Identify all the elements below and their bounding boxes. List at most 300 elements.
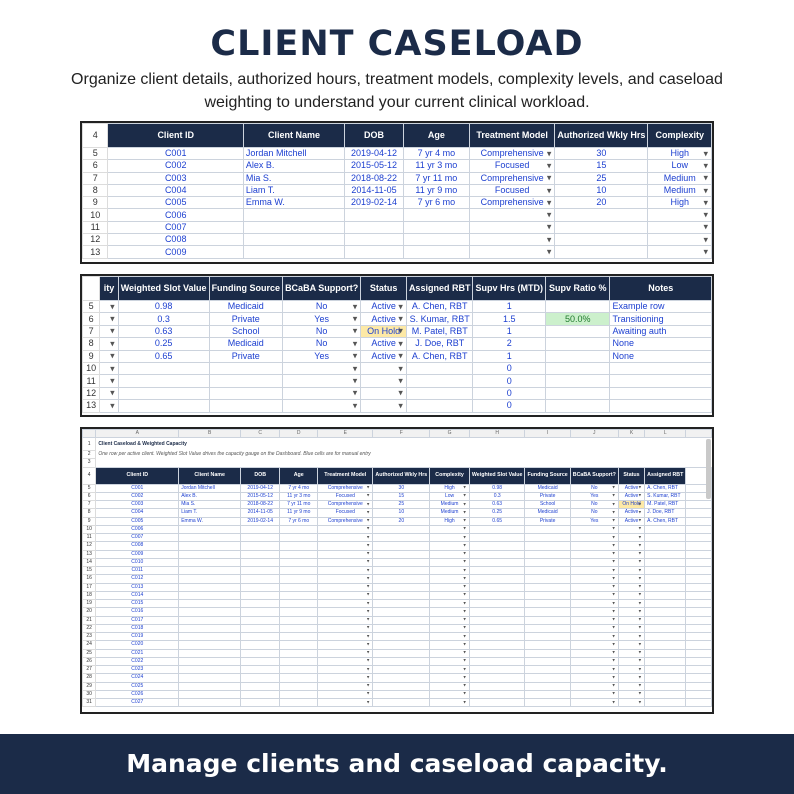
- bcaba-support-select[interactable]: No ▾: [283, 325, 361, 337]
- cell-id[interactable]: C002: [96, 492, 179, 500]
- col-header-supv-hrs[interactable]: Supv Hrs (MTD): [473, 277, 546, 301]
- empty-cell[interactable]: [570, 624, 618, 632]
- funding-source-cell[interactable]: [209, 400, 283, 412]
- empty-cell[interactable]: [525, 624, 570, 632]
- empty-cell[interactable]: [570, 583, 618, 591]
- cell-id[interactable]: C020: [96, 641, 179, 649]
- complexity-select[interactable]: [648, 221, 712, 233]
- empty-cell[interactable]: [373, 534, 430, 542]
- empty-cell[interactable]: [469, 699, 525, 707]
- cell-r[interactable]: A. Chen, RBT: [645, 517, 686, 525]
- empty-cell[interactable]: [318, 690, 373, 698]
- empty-cell[interactable]: [645, 641, 686, 649]
- cell-id[interactable]: C003: [96, 501, 179, 509]
- empty-cell[interactable]: [570, 699, 618, 707]
- empty-cell[interactable]: [373, 525, 430, 533]
- empty-cell[interactable]: [373, 591, 430, 599]
- col-header[interactable]: Client Name: [179, 467, 241, 484]
- cell-id[interactable]: C006: [96, 525, 179, 533]
- empty-cell[interactable]: [570, 657, 618, 665]
- complexity-select[interactable]: Medium ▾: [648, 184, 712, 196]
- dob-cell[interactable]: 2019-02-14: [345, 197, 404, 209]
- empty-cell[interactable]: [430, 649, 470, 657]
- client-name-cell[interactable]: Emma W.: [243, 197, 344, 209]
- col-header[interactable]: Weighted Slot Value: [469, 467, 525, 484]
- empty-cell[interactable]: [525, 567, 570, 575]
- empty-cell[interactable]: [430, 633, 470, 641]
- empty-cell[interactable]: [318, 608, 373, 616]
- empty-cell[interactable]: [179, 567, 241, 575]
- empty-cell[interactable]: [525, 525, 570, 533]
- empty-cell[interactable]: [241, 649, 280, 657]
- empty-cell[interactable]: [469, 591, 525, 599]
- cell-w[interactable]: 0.63: [469, 501, 525, 509]
- status-select[interactable]: On Hold ▾: [361, 325, 407, 337]
- col-header-supv-ratio[interactable]: Supv Ratio %: [545, 277, 610, 301]
- empty-cell[interactable]: [645, 649, 686, 657]
- empty-cell[interactable]: [469, 542, 525, 550]
- cell-s[interactable]: Active ▾: [618, 484, 644, 492]
- empty-cell[interactable]: [241, 666, 280, 674]
- complexity-select-cut[interactable]: [100, 301, 118, 313]
- empty-cell[interactable]: [645, 525, 686, 533]
- col-header-notes[interactable]: Notes: [610, 277, 712, 301]
- client-name-cell[interactable]: [243, 221, 344, 233]
- empty-cell[interactable]: [373, 666, 430, 674]
- empty-cell[interactable]: [469, 633, 525, 641]
- complexity-select-cut[interactable]: [100, 350, 118, 362]
- cell-f[interactable]: Medicaid: [525, 484, 570, 492]
- empty-cell[interactable]: [618, 666, 644, 674]
- empty-cell[interactable]: [318, 567, 373, 575]
- empty-cell[interactable]: [241, 583, 280, 591]
- empty-cell[interactable]: [318, 641, 373, 649]
- col-header-weighted-slot[interactable]: Weighted Slot Value: [118, 277, 209, 301]
- cell-name[interactable]: Mia S.: [179, 501, 241, 509]
- empty-cell[interactable]: [645, 567, 686, 575]
- empty-cell[interactable]: [525, 542, 570, 550]
- empty-cell[interactable]: [430, 657, 470, 665]
- cell-id[interactable]: C010: [96, 558, 179, 566]
- col-header-funding-source[interactable]: Funding Source: [209, 277, 283, 301]
- empty-cell[interactable]: [525, 657, 570, 665]
- empty-cell[interactable]: [318, 558, 373, 566]
- empty-cell[interactable]: [373, 550, 430, 558]
- empty-cell[interactable]: [469, 534, 525, 542]
- empty-cell[interactable]: [469, 575, 525, 583]
- empty-cell[interactable]: [570, 641, 618, 649]
- col-header-authorized-hrs[interactable]: Authorized Wkly Hrs: [555, 124, 648, 148]
- col-header[interactable]: DOB: [241, 467, 280, 484]
- empty-cell[interactable]: [241, 534, 280, 542]
- col-header-complexity[interactable]: Complexity: [648, 124, 712, 148]
- assigned-rbt-cell[interactable]: A. Chen, RBT: [406, 350, 473, 362]
- empty-cell[interactable]: [469, 624, 525, 632]
- notes-cell[interactable]: [610, 362, 712, 374]
- empty-cell[interactable]: [179, 534, 241, 542]
- empty-cell[interactable]: [318, 624, 373, 632]
- cell-w[interactable]: 0.3: [469, 492, 525, 500]
- complexity-select[interactable]: [648, 246, 712, 258]
- empty-cell[interactable]: [645, 674, 686, 682]
- empty-cell[interactable]: [618, 550, 644, 558]
- treatment-model-select[interactable]: [469, 221, 555, 233]
- empty-cell[interactable]: [373, 633, 430, 641]
- funding-source-cell[interactable]: Private: [209, 313, 283, 325]
- treatment-model-select[interactable]: [469, 234, 555, 246]
- cell-id[interactable]: C017: [96, 616, 179, 624]
- empty-cell[interactable]: [241, 641, 280, 649]
- empty-cell[interactable]: [241, 674, 280, 682]
- empty-cell[interactable]: [280, 690, 318, 698]
- empty-cell[interactable]: [430, 525, 470, 533]
- col-header-dob[interactable]: DOB: [345, 124, 404, 148]
- empty-cell[interactable]: [469, 550, 525, 558]
- treatment-model-select[interactable]: Comprehensive ▾: [469, 148, 555, 160]
- empty-cell[interactable]: [241, 575, 280, 583]
- empty-cell[interactable]: [645, 575, 686, 583]
- empty-cell[interactable]: [430, 616, 470, 624]
- empty-cell[interactable]: [318, 633, 373, 641]
- empty-cell[interactable]: [179, 558, 241, 566]
- column-letter[interactable]: I: [525, 430, 570, 438]
- status-select[interactable]: Active ▾: [361, 350, 407, 362]
- col-header-client-id[interactable]: Client ID: [108, 124, 243, 148]
- empty-cell[interactable]: [373, 674, 430, 682]
- cell-w[interactable]: 0.25: [469, 509, 525, 517]
- empty-cell[interactable]: [179, 657, 241, 665]
- empty-cell[interactable]: [241, 682, 280, 690]
- cell-model[interactable]: Comprehensive ▾: [318, 501, 373, 509]
- cell-age[interactable]: 11 yr 3 mo: [280, 492, 318, 500]
- empty-cell[interactable]: [280, 682, 318, 690]
- column-letter[interactable]: K: [618, 430, 644, 438]
- empty-cell[interactable]: [645, 542, 686, 550]
- empty-cell[interactable]: [645, 591, 686, 599]
- empty-cell[interactable]: [280, 600, 318, 608]
- empty-cell[interactable]: [373, 699, 430, 707]
- cell-age[interactable]: 7 yr 6 mo: [280, 517, 318, 525]
- cell-id[interactable]: C025: [96, 682, 179, 690]
- dob-cell[interactable]: [345, 209, 404, 221]
- empty-cell[interactable]: [469, 666, 525, 674]
- status-select[interactable]: [361, 375, 407, 387]
- client-id-cell[interactable]: C004: [108, 184, 243, 196]
- complexity-select[interactable]: Medium ▾: [648, 172, 712, 184]
- cell-s[interactable]: On Hold ▾: [618, 501, 644, 509]
- empty-cell[interactable]: [280, 699, 318, 707]
- cell-id[interactable]: C004: [96, 509, 179, 517]
- cell-hrs[interactable]: 30: [373, 484, 430, 492]
- complexity-select[interactable]: High ▾: [648, 148, 712, 160]
- assigned-rbt-cell[interactable]: A. Chen, RBT: [406, 301, 473, 313]
- empty-cell[interactable]: [469, 600, 525, 608]
- cell-r[interactable]: J. Doe, RBT: [645, 509, 686, 517]
- empty-cell[interactable]: [525, 633, 570, 641]
- empty-cell[interactable]: [525, 550, 570, 558]
- dob-cell[interactable]: 2014-11-05: [345, 184, 404, 196]
- empty-cell[interactable]: [318, 550, 373, 558]
- authorized-hrs-cell[interactable]: [555, 234, 648, 246]
- empty-cell[interactable]: [469, 558, 525, 566]
- cell-id[interactable]: C019: [96, 633, 179, 641]
- complexity-select[interactable]: [648, 209, 712, 221]
- empty-cell[interactable]: [373, 583, 430, 591]
- empty-cell[interactable]: [280, 608, 318, 616]
- cell-f[interactable]: School: [525, 501, 570, 509]
- empty-cell[interactable]: [179, 649, 241, 657]
- empty-cell[interactable]: [373, 558, 430, 566]
- col-header[interactable]: Treatment Model: [318, 467, 373, 484]
- empty-cell[interactable]: [570, 591, 618, 599]
- cell-id[interactable]: C024: [96, 674, 179, 682]
- empty-cell[interactable]: [525, 690, 570, 698]
- authorized-hrs-cell[interactable]: [555, 221, 648, 233]
- empty-cell[interactable]: [618, 616, 644, 624]
- empty-cell[interactable]: [570, 690, 618, 698]
- empty-cell[interactable]: [179, 682, 241, 690]
- empty-cell[interactable]: [570, 649, 618, 657]
- client-name-cell[interactable]: [243, 246, 344, 258]
- cell-id[interactable]: C005: [96, 517, 179, 525]
- empty-cell[interactable]: [280, 525, 318, 533]
- cell-f[interactable]: Private: [525, 492, 570, 500]
- empty-cell[interactable]: [645, 624, 686, 632]
- empty-cell[interactable]: [469, 674, 525, 682]
- col-header-complexity-cut[interactable]: ity: [100, 277, 118, 301]
- empty-cell[interactable]: [318, 583, 373, 591]
- column-letter[interactable]: H: [469, 430, 525, 438]
- cell-cx[interactable]: High ▾: [430, 484, 470, 492]
- dob-cell[interactable]: 2015-05-12: [345, 160, 404, 172]
- col-header[interactable]: Assigned RBT: [645, 467, 686, 484]
- cell-dob[interactable]: 2019-04-12: [241, 484, 280, 492]
- empty-cell[interactable]: [318, 674, 373, 682]
- cell-id[interactable]: C015: [96, 600, 179, 608]
- empty-cell[interactable]: [430, 666, 470, 674]
- empty-cell[interactable]: [430, 682, 470, 690]
- empty-cell[interactable]: [318, 600, 373, 608]
- cell-s[interactable]: Active ▾: [618, 509, 644, 517]
- funding-source-cell[interactable]: Private: [209, 350, 283, 362]
- col-header-status[interactable]: Status: [361, 277, 407, 301]
- status-select[interactable]: [361, 387, 407, 399]
- empty-cell[interactable]: [179, 624, 241, 632]
- funding-source-cell[interactable]: [209, 375, 283, 387]
- authorized-hrs-cell[interactable]: 30: [555, 148, 648, 160]
- empty-cell[interactable]: [179, 591, 241, 599]
- empty-cell[interactable]: [373, 649, 430, 657]
- empty-cell[interactable]: [618, 624, 644, 632]
- bcaba-support-select[interactable]: [283, 375, 361, 387]
- client-name-cell[interactable]: Jordan Mitchell: [243, 148, 344, 160]
- treatment-model-select[interactable]: Comprehensive ▾: [469, 172, 555, 184]
- empty-cell[interactable]: [430, 591, 470, 599]
- col-header-age[interactable]: Age: [403, 124, 469, 148]
- empty-cell[interactable]: [525, 608, 570, 616]
- empty-cell[interactable]: [430, 575, 470, 583]
- empty-cell[interactable]: [618, 674, 644, 682]
- client-name-cell[interactable]: [243, 209, 344, 221]
- cell-name[interactable]: Alex B.: [179, 492, 241, 500]
- empty-cell[interactable]: [618, 600, 644, 608]
- cell-cx[interactable]: High ▾: [430, 517, 470, 525]
- client-id-cell[interactable]: C007: [108, 221, 243, 233]
- col-header-assigned-rbt[interactable]: Assigned RBT: [406, 277, 473, 301]
- complexity-select-cut[interactable]: [100, 362, 118, 374]
- cell-dob[interactable]: 2018-08-22: [241, 501, 280, 509]
- empty-cell[interactable]: [179, 616, 241, 624]
- empty-cell[interactable]: [280, 542, 318, 550]
- cell-id[interactable]: C027: [96, 699, 179, 707]
- empty-cell[interactable]: [469, 567, 525, 575]
- col-header-treatment-model[interactable]: Treatment Model: [469, 124, 555, 148]
- bcaba-support-select[interactable]: [283, 400, 361, 412]
- empty-cell[interactable]: [373, 575, 430, 583]
- complexity-select-cut[interactable]: [100, 325, 118, 337]
- empty-cell[interactable]: [570, 666, 618, 674]
- empty-cell[interactable]: [570, 600, 618, 608]
- cell-b[interactable]: No ▾: [570, 484, 618, 492]
- empty-cell[interactable]: [525, 666, 570, 674]
- empty-cell[interactable]: [280, 591, 318, 599]
- empty-cell[interactable]: [373, 616, 430, 624]
- col-header[interactable]: Authorized Wkly Hrs: [373, 467, 430, 484]
- empty-cell[interactable]: [469, 641, 525, 649]
- empty-cell[interactable]: [373, 690, 430, 698]
- cell-hrs[interactable]: 20: [373, 517, 430, 525]
- empty-cell[interactable]: [570, 608, 618, 616]
- empty-cell[interactable]: [430, 534, 470, 542]
- notes-cell[interactable]: Transitioning: [610, 313, 712, 325]
- treatment-model-select[interactable]: Comprehensive ▾: [469, 197, 555, 209]
- authorized-hrs-cell[interactable]: 25: [555, 172, 648, 184]
- cell-id[interactable]: C008: [96, 542, 179, 550]
- cell-r[interactable]: A. Chen, RBT: [645, 484, 686, 492]
- empty-cell[interactable]: [618, 558, 644, 566]
- column-letter[interactable]: D: [280, 430, 318, 438]
- empty-cell[interactable]: [430, 583, 470, 591]
- column-letter[interactable]: L: [645, 430, 686, 438]
- empty-cell[interactable]: [570, 575, 618, 583]
- bcaba-support-select[interactable]: Yes ▾: [283, 350, 361, 362]
- empty-cell[interactable]: [373, 624, 430, 632]
- empty-cell[interactable]: [241, 525, 280, 533]
- empty-cell[interactable]: [645, 690, 686, 698]
- client-id-cell[interactable]: C005: [108, 197, 243, 209]
- notes-cell[interactable]: Example row: [610, 301, 712, 313]
- empty-cell[interactable]: [645, 550, 686, 558]
- empty-cell[interactable]: [373, 567, 430, 575]
- cell-r[interactable]: M. Patel, RBT: [645, 501, 686, 509]
- cell-f[interactable]: Medicaid: [525, 509, 570, 517]
- empty-cell[interactable]: [280, 616, 318, 624]
- empty-cell[interactable]: [525, 674, 570, 682]
- empty-cell[interactable]: [525, 558, 570, 566]
- empty-cell[interactable]: [241, 600, 280, 608]
- empty-cell[interactable]: [618, 649, 644, 657]
- treatment-model-select[interactable]: Focused ▾: [469, 160, 555, 172]
- cell-id[interactable]: C016: [96, 608, 179, 616]
- client-id-cell[interactable]: C001: [108, 148, 243, 160]
- cell-w[interactable]: 0.65: [469, 517, 525, 525]
- complexity-select[interactable]: [648, 234, 712, 246]
- cell-hrs[interactable]: 25: [373, 501, 430, 509]
- assigned-rbt-cell[interactable]: [406, 387, 473, 399]
- empty-cell[interactable]: [430, 674, 470, 682]
- cell-id[interactable]: C022: [96, 657, 179, 665]
- empty-cell[interactable]: [570, 616, 618, 624]
- cell-f[interactable]: Private: [525, 517, 570, 525]
- empty-cell[interactable]: [430, 624, 470, 632]
- dob-cell[interactable]: [345, 234, 404, 246]
- empty-cell[interactable]: [241, 591, 280, 599]
- notes-cell[interactable]: [610, 375, 712, 387]
- cell-hrs[interactable]: 10: [373, 509, 430, 517]
- empty-cell[interactable]: [469, 682, 525, 690]
- cell-s[interactable]: Active ▾: [618, 517, 644, 525]
- notes-cell[interactable]: [610, 387, 712, 399]
- empty-cell[interactable]: [645, 558, 686, 566]
- empty-cell[interactable]: [280, 534, 318, 542]
- empty-cell[interactable]: [179, 600, 241, 608]
- status-select[interactable]: Active ▾: [361, 313, 407, 325]
- empty-cell[interactable]: [241, 608, 280, 616]
- empty-cell[interactable]: [179, 674, 241, 682]
- empty-cell[interactable]: [430, 699, 470, 707]
- col-header[interactable]: Client ID: [96, 467, 179, 484]
- empty-cell[interactable]: [469, 583, 525, 591]
- empty-cell[interactable]: [618, 657, 644, 665]
- assigned-rbt-cell[interactable]: J. Doe, RBT: [406, 338, 473, 350]
- client-name-cell[interactable]: Liam T.: [243, 184, 344, 196]
- treatment-model-select[interactable]: [469, 246, 555, 258]
- col-header[interactable]: Age: [280, 467, 318, 484]
- cell-id[interactable]: C001: [96, 484, 179, 492]
- empty-cell[interactable]: [618, 690, 644, 698]
- empty-cell[interactable]: [430, 600, 470, 608]
- empty-cell[interactable]: [373, 600, 430, 608]
- empty-cell[interactable]: [373, 641, 430, 649]
- authorized-hrs-cell[interactable]: [555, 246, 648, 258]
- bcaba-support-select[interactable]: [283, 362, 361, 374]
- status-select[interactable]: [361, 362, 407, 374]
- complexity-select[interactable]: Low ▾: [648, 160, 712, 172]
- cell-id[interactable]: C018: [96, 624, 179, 632]
- treatment-model-select[interactable]: Focused ▾: [469, 184, 555, 196]
- empty-cell[interactable]: [570, 534, 618, 542]
- empty-cell[interactable]: [318, 699, 373, 707]
- empty-cell[interactable]: [318, 591, 373, 599]
- empty-cell[interactable]: [179, 608, 241, 616]
- empty-cell[interactable]: [280, 674, 318, 682]
- empty-cell[interactable]: [618, 641, 644, 649]
- client-id-cell[interactable]: C006: [108, 209, 243, 221]
- empty-cell[interactable]: [241, 624, 280, 632]
- empty-cell[interactable]: [570, 542, 618, 550]
- empty-cell[interactable]: [570, 558, 618, 566]
- empty-cell[interactable]: [645, 657, 686, 665]
- client-id-cell[interactable]: C003: [108, 172, 243, 184]
- client-name-cell[interactable]: Mia S.: [243, 172, 344, 184]
- cell-age[interactable]: 11 yr 9 mo: [280, 509, 318, 517]
- empty-cell[interactable]: [318, 666, 373, 674]
- cell-id[interactable]: C011: [96, 567, 179, 575]
- empty-cell[interactable]: [645, 699, 686, 707]
- empty-cell[interactable]: [618, 682, 644, 690]
- empty-cell[interactable]: [280, 657, 318, 665]
- column-letter[interactable]: A: [96, 430, 179, 438]
